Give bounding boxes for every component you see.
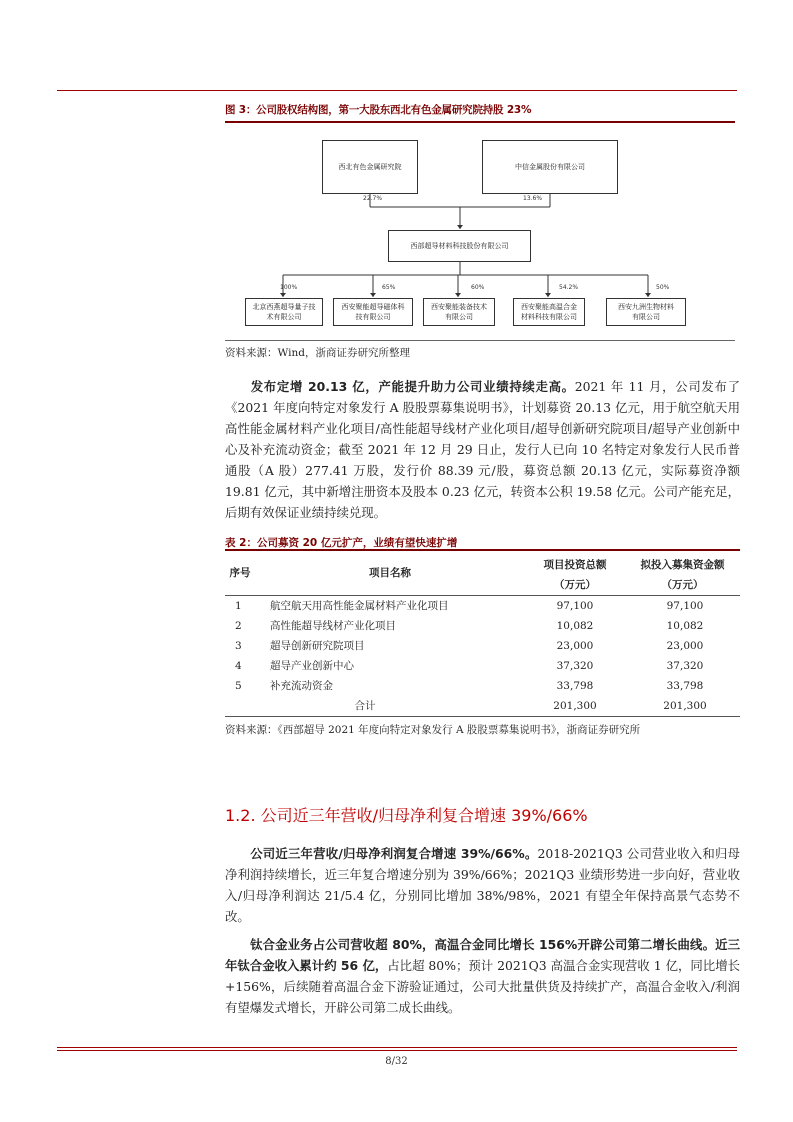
subsidiary-box [513, 298, 585, 326]
arrow-head [457, 225, 463, 229]
header-rule [57, 90, 737, 91]
table-row [225, 636, 740, 656]
arrow-head [370, 293, 376, 297]
cell-seq: 2 [235, 620, 242, 632]
paragraph-lead: 钛合金业务占公司营收超 80%，高温合金同比增长 156%开辟公司第二增长曲线。近三年钛合金收入累计约 56 亿， [225, 937, 740, 973]
shareholder-name: 中信金属股份有限公司 [515, 163, 585, 171]
cell-total: 201,300 [553, 700, 597, 712]
cell-total: 37,320 [556, 660, 594, 672]
subsidiary-name: 西安九洲生物材料有限公司 [618, 303, 674, 321]
table-header-seq: 序号 [229, 567, 251, 579]
paragraph-lead: 公司近三年营收/归母净利润复合增速 39%/66%。 [250, 846, 538, 861]
arrow-head [545, 293, 551, 297]
cell-raised: 97,100 [666, 600, 704, 612]
shareholder-pct: 22.7% [363, 195, 383, 202]
shareholder-box [482, 140, 618, 194]
cell-total: 33,798 [556, 680, 594, 692]
subsidiary-pct: 65% [382, 284, 396, 291]
table-header-name: 项目名称 [369, 567, 411, 579]
company-box [388, 230, 531, 262]
shareholder-box [322, 140, 418, 194]
paragraph-titanium [225, 934, 740, 1018]
subsidiary-pct: 60% [471, 284, 485, 291]
cell-raised: 201,300 [663, 700, 707, 712]
cell-total: 23,000 [556, 640, 594, 652]
arrow-head [455, 293, 461, 297]
cell-name: 航空航天用高性能金属材料产业化项目 [270, 600, 449, 612]
paragraph-lead: 发布定增 20.13 亿，产能提升助力公司业绩持续走高。 [250, 379, 575, 394]
subsidiary-pct: 50% [656, 284, 670, 291]
table-top-rule [225, 549, 740, 551]
table-row [225, 676, 740, 696]
table-total-row [225, 696, 740, 716]
cell-seq: 4 [235, 660, 242, 672]
cell-total: 97,100 [556, 600, 594, 612]
subsidiary-box [333, 298, 413, 326]
page-number: 8/32 [385, 1056, 408, 1067]
cell-name: 超导创新研究院项目 [270, 640, 365, 652]
cell-name: 补充流动资金 [270, 680, 333, 692]
cell-raised: 37,320 [666, 660, 704, 672]
subsidiary-name: 北京西燕超导量子技术有限公司 [252, 303, 316, 321]
company-name: 西部超导材料科技股份有限公司 [410, 242, 509, 250]
cell-total-label: 合计 [354, 700, 376, 712]
footer-rule [57, 1050, 737, 1051]
cell-name: 超导产业创新中心 [270, 660, 354, 672]
subsidiary-name: 西安聚能高温合金材料科技有限公司 [521, 303, 577, 321]
table-title: 表 2：公司募资 20 亿元扩产，业绩有望快速扩增 [225, 537, 458, 549]
paragraph-body: 2018-2021Q3 公司营业收入和归母净利润持续增长，近三年复合增速分别为 39%/66%；2021Q3 业绩形势进一步向好，营业收入/归母净利润达 21/5.4 亿，分别同比增加 38%/98%，2021 有望全年保持高景气态势不改。 [225, 846, 740, 924]
section-title: 1.2. 公司近三年营收/归母净利复合增速 39%/66% [225, 806, 588, 825]
subsidiary-pct: 100% [280, 284, 298, 291]
cell-raised: 10,082 [666, 620, 704, 632]
cell-raised: 33,798 [666, 680, 704, 692]
table-row [225, 656, 740, 676]
arrow-head [280, 293, 286, 297]
table-row [225, 616, 740, 636]
figure-title: 图 3：公司股权结构图，第一大股东西北有色金属研究院持股 23% [225, 104, 532, 116]
cell-seq: 3 [235, 640, 242, 652]
subsidiary-name: 西安聚能超导磁体科技有限公司 [341, 303, 405, 321]
table-header-total-line1: 项目投资总额 [543, 559, 607, 571]
figure-title-rule [225, 121, 735, 123]
footer-rule [57, 1047, 737, 1048]
figure-bottom-rule [225, 340, 735, 341]
subsidiary-box [245, 298, 323, 326]
table-bottom-rule [225, 716, 740, 717]
table-header-total-line2: （万元） [554, 579, 596, 591]
table-source: 资料来源：《西部超导 2021 年度向特定对象发行 A 股股票募集说明书》，浙商证券研究所 [225, 724, 641, 736]
table-row [225, 596, 740, 616]
subsidiary-box [423, 298, 495, 326]
cell-name: 高性能超导线材产业化项目 [270, 620, 396, 632]
paragraph-body: 2021 年 11 月，公司发布了《2021 年度向特定对象发行 A 股股票募集说明书》，计划募资 20.13 亿元，用于航空航天用高性能金属材料产业化项目/高性能超导线材产业化项目/超导创新研究院项目/超导产业创新中心及补充流动资金；截至 2021 年 12 月 29 日止，发行人已向 10 名特定对象发行人民币普通股（A 股）277.41 万股，发行价 88.39 元/股，募资总额 20.13 亿元，实际募资净额 19.81 亿元，其中新增注册资本及股本 0.23 亿元，转资本公积 19.58 亿元。公司产能充足，后期有效保证业绩持续兑现。 [225, 379, 740, 520]
cell-total: 10,082 [556, 620, 594, 632]
subsidiary-box [606, 298, 686, 326]
shareholder-name: 西北有色金属研究院 [338, 163, 402, 171]
table-header-raised-line2: （万元） [661, 579, 704, 591]
table-header-raised [625, 555, 740, 595]
paragraph-offering [225, 376, 740, 523]
cell-seq: 1 [235, 600, 242, 612]
shareholder-pct: 13.6% [523, 195, 543, 202]
table-header-total [525, 555, 625, 595]
subsidiary-name: 西安聚能装备技术有限公司 [431, 303, 487, 321]
paragraph-body: 占比超 80%；预计 2021Q3 高温合金实现营收 1 亿，同比增长+156%，后续随着高温合金下游验证通过，公司大批量供货及持续扩产，高温合金收入/利润有望爆发式增长，开辟公司第二成长曲线。 [225, 958, 740, 1015]
table-header-raised-line1: 拟投入募集资金额 [640, 559, 725, 571]
cell-seq: 5 [235, 680, 242, 692]
paragraph-growth [225, 843, 740, 927]
ownership-diagram [225, 125, 735, 337]
arrow-head [645, 293, 651, 297]
subsidiary-pct: 54.2% [559, 284, 579, 291]
cell-raised: 23,000 [666, 640, 704, 652]
figure-source: 资料来源：Wind，浙商证券研究所整理 [225, 347, 410, 359]
table-body [225, 596, 740, 716]
